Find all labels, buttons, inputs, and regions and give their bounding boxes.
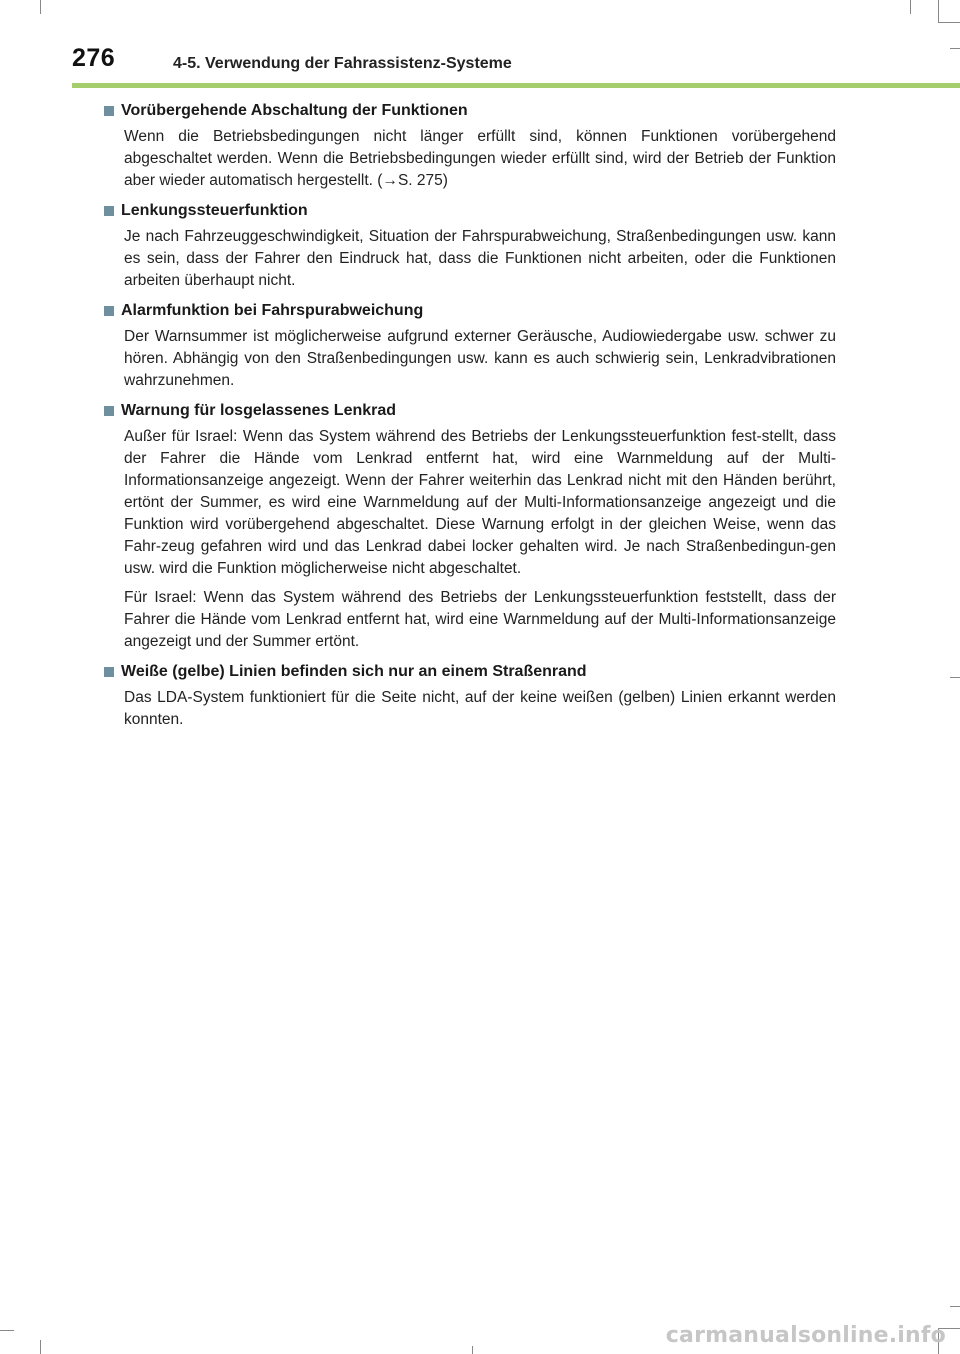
crop-mark	[950, 1306, 960, 1307]
section-heading-text: Warnung für losgelassenes Lenkrad	[121, 402, 397, 419]
section-single-side-lines	[104, 659, 836, 731]
paragraph: Der Warnsummer ist möglicherweise aufgrund externer Geräusche, Audiowiedergabe usw. schwer zu hören. Abhängig von den Straßenbedingungen usw. kann es auch schwierig sein, Lenkradvibrationen wahrzunehmen.	[124, 328, 836, 389]
section-heading	[104, 659, 836, 685]
watermark: carmanualsonline.info	[665, 1323, 946, 1348]
section-heading-text: Vorübergehende Abschaltung der Funktionen	[121, 102, 468, 119]
crop-mark	[0, 1330, 14, 1331]
header-divider	[72, 83, 960, 88]
chapter-title: 4-5. Verwendung der Fahrassistenz-Systeme	[173, 55, 512, 72]
square-bullet-icon	[104, 667, 114, 677]
crop-mark	[472, 1346, 473, 1354]
section-heading	[104, 198, 836, 224]
page-number: 276	[72, 44, 116, 72]
paragraph: Außer für Israel: Wenn das System während des Betriebs der Lenkungssteuerfunktion fest-stellt, dass der Fahrer die Hände vom Lenkrad entfernt hat, wird eine Warnmeldung auf der Multi-Informationsanzeige angezeigt. Wenn der Fahrer weiterhin das Lenkrad nicht mit den Händen berührt, ertönt der Summer, es wird eine Warnmeldung auf der Multi-Informationsanzeige angezeigt und die Funktion wird vorübergehend abgeschaltet. Diese Warnung erfolgt in der gleichen Weise, wenn das Fahr-zeug gefahren wird und das Lenkrad dabei locker gehalten wird. Je nach Straßenbedingun-gen usw. wird die Funktion möglicherweise nicht abgeschaltet.	[124, 428, 836, 577]
page-header	[0, 0, 960, 90]
square-bullet-icon	[104, 206, 114, 216]
section-heading	[104, 298, 836, 324]
square-bullet-icon	[104, 306, 114, 316]
paragraph: Je nach Fahrzeuggeschwindigkeit, Situation der Fahrspurabweichung, Straßenbedingungen usw. kann es sein, dass der Fahrer den Eindruck hat, dass die Funktionen nicht arbeiten, oder die Funktionen arbeiten überhaupt nicht.	[124, 228, 836, 289]
paragraph: Wenn die Betriebsbedingungen nicht länger erfüllt sind, können Funktionen vorübergehend abgeschaltet werden. Wenn die Betriebsbedingungen wieder erfüllt sind, wird der Betrieb der Funktion aber wieder automatisch hergestellt. (→S. 275)	[124, 128, 836, 189]
section-temporary-deactivation	[104, 98, 836, 192]
section-hands-off-warning	[104, 398, 836, 653]
page-content	[104, 98, 836, 737]
section-heading-text: Lenkungssteuerfunktion	[121, 202, 308, 219]
section-heading	[104, 398, 836, 424]
section-heading-text: Alarmfunktion bei Fahrspurabweichung	[121, 302, 424, 319]
section-heading	[104, 98, 836, 124]
square-bullet-icon	[104, 406, 114, 416]
section-heading-text: Weiße (gelbe) Linien befinden sich nur an einem Straßenrand	[121, 663, 587, 680]
crop-mark	[40, 1340, 41, 1354]
crop-mark	[950, 677, 960, 678]
paragraph: Das LDA-System funktioniert für die Seite nicht, auf der keine weißen (gelben) Linien erkannt werden konnten.	[124, 689, 836, 728]
square-bullet-icon	[104, 106, 114, 116]
section-steering-control	[104, 198, 836, 292]
section-lane-departure-alert	[104, 298, 836, 392]
paragraph: Für Israel: Wenn das System während des Betriebs der Lenkungssteuerfunktion feststellt, dass der Fahrer die Hände vom Lenkrad entfernt hat, wird eine Warnmeldung auf der Multi-Informationsanzeige angezeigt und der Summer ertönt.	[124, 589, 836, 650]
